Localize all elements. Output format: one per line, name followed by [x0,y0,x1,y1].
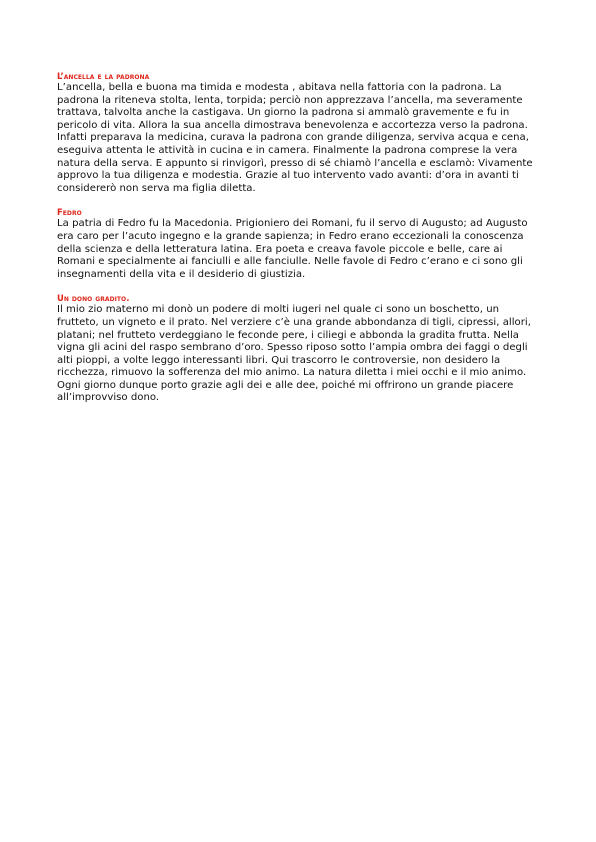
section-title: Un dono gradito. [57,293,130,304]
section-title: Fedro [57,207,82,218]
section-title: L’ancella e la padrona [57,71,150,81]
section-body: Il mio zio materno mi donò un podere di molti iugeri nel quale ci sono un boschetto, un frutteto, un vigneto e il prato. Nel verziere c’è una grande abbondanza di tigli, cipressi, allori, platani; nel frutteto verdeggiano le feconde pere, i ciliegi e abbonda la gradita frutta. Nella vigna gli acini del raspo sembrano d’oro. Spesso riposo sotto l’ampia ombra dei faggi o degli alti pioppi, a volte leggo interessanti libri. Qui trascorro le controversie, non desidero la ricchezza, rimuovo la sofferenza del mio animo. La natura diletta i miei occhi e il mio animo. Ogni giorno dunque porto grazie agli dei e alle dee, poiché mi offrirono un grande piacere all’improvviso dono. [57,304,531,404]
section-body: La patria di Fedro fu la Macedonia. Prigioniero dei Romani, fu il servo di Augusto; ad Augusto era caro per l’acuto ingegno e la grande sapienza; in Fedro erano eccezionali la conoscenza della scienza e della letteratura latina. Era poeta e creava favole piccole e belle, care ai Romani e specialmente ai fanciulli e alle fanciulle. Nelle favole di Fedro c’erano e ci sono gli insegnamenti della vita e il desiderio di giustizia. [57,218,528,280]
section-body: L’ancella, bella e buona ma timida e modesta , abitava nella fattoria con la padrona. La padrona la riteneva stolta, lenta, torpida; perciò non apprezzava l’ancella, ma severamente trattava, talvolta anche la castigava. Un giorno la padrona si ammalò gravemente e fu in pericolo di vita. Allora la sua ancella dimostrava benevolenza e accortezza verso la padrona. Infatti preparava la medicina, curava la padrona con grande diligenza, serviva acqua e cena, eseguiva attenta le attività in cucina e in camera. Finalmente la padrona comprese la vera natura della serva. E appunto si rinvigorì, presso di sé chiamò l’ancella e esclamò: Vivamente approvo la tua diligenza e modestia. Grazie al tuo intervento vado avanti: d’ora in avanti ti considererò non serva ma figlia diletta. [57,82,533,194]
section-dono-gradito [57,293,537,405]
section-ancella [57,71,537,195]
document-page [57,71,537,417]
section-fedro [57,207,537,281]
